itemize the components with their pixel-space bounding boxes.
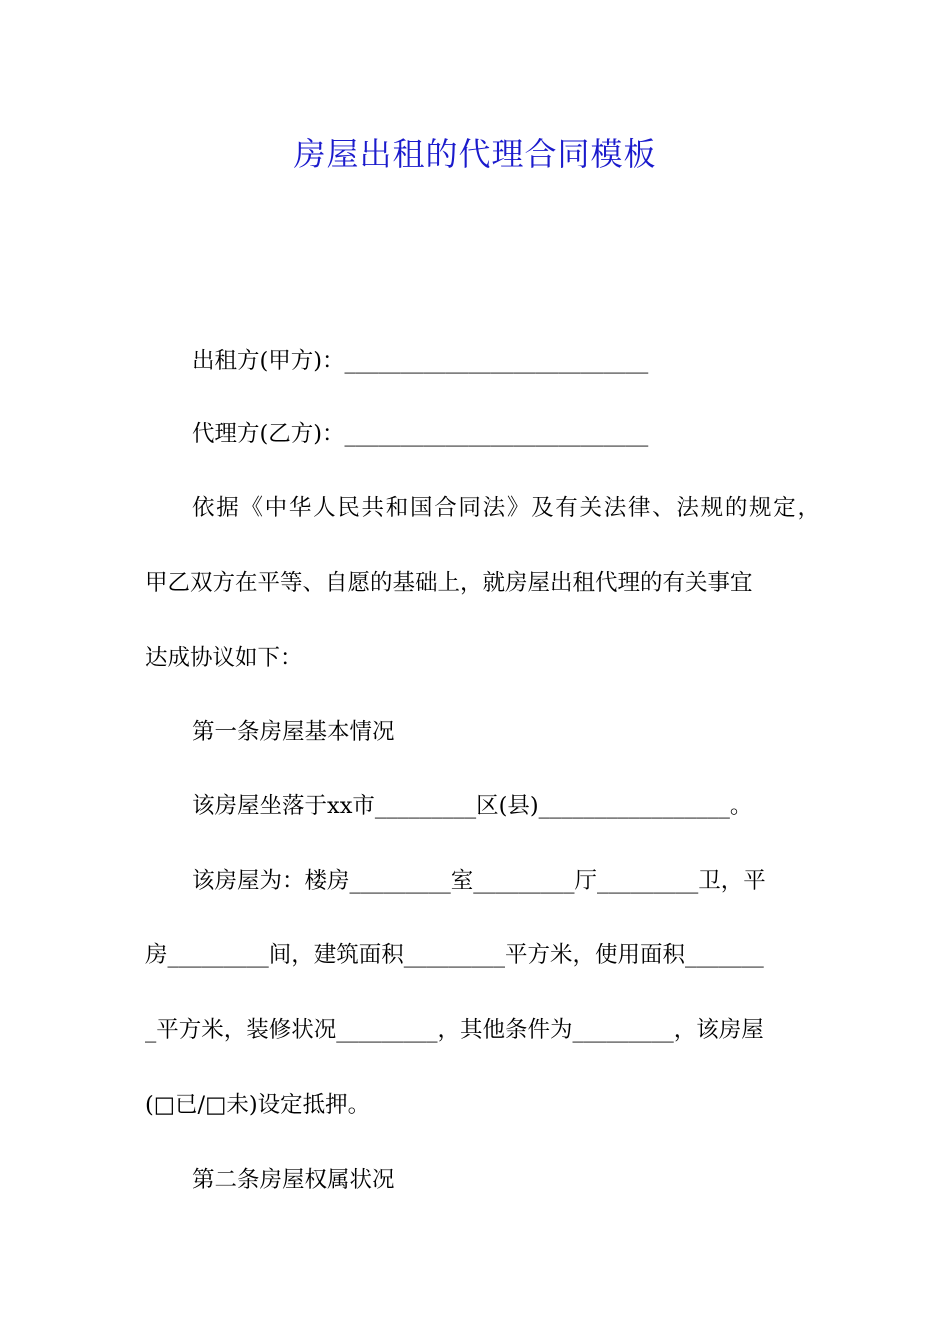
body-paragraph-line: _平方米，装修状况_________，其他条件为_________，该房屋 <box>145 1017 764 1043</box>
section-heading: 第二条房屋权属状况 <box>192 1167 395 1193</box>
lessor-field-line: 出租方(甲方)：___________________________ <box>192 348 649 374</box>
body-paragraph-line: 依据《中华人民共和国合同法》及有关法律、法规的规定， <box>192 495 820 521</box>
agent-field-line: 代理方(乙方)：___________________________ <box>192 421 649 447</box>
body-paragraph-line: 该房屋坐落于xx市_________区(县)_________________。 <box>192 793 753 819</box>
body-paragraph-line: 甲乙双方在平等、自愿的基础上，就房屋出租代理的有关事宜 <box>145 570 753 596</box>
document-title: 房屋出租的代理合同模板 <box>293 135 657 173</box>
body-paragraph-line: (□已/□未)设定抵押。 <box>145 1092 371 1118</box>
body-paragraph-line: 房_________间，建筑面积_________平方米，使用面积_______ <box>145 942 764 968</box>
body-paragraph-line: 该房屋为：楼房_________室_________厅_________卫，平 <box>192 868 766 894</box>
section-heading: 第一条房屋基本情况 <box>192 719 395 745</box>
body-paragraph-line: 达成协议如下： <box>145 645 303 671</box>
